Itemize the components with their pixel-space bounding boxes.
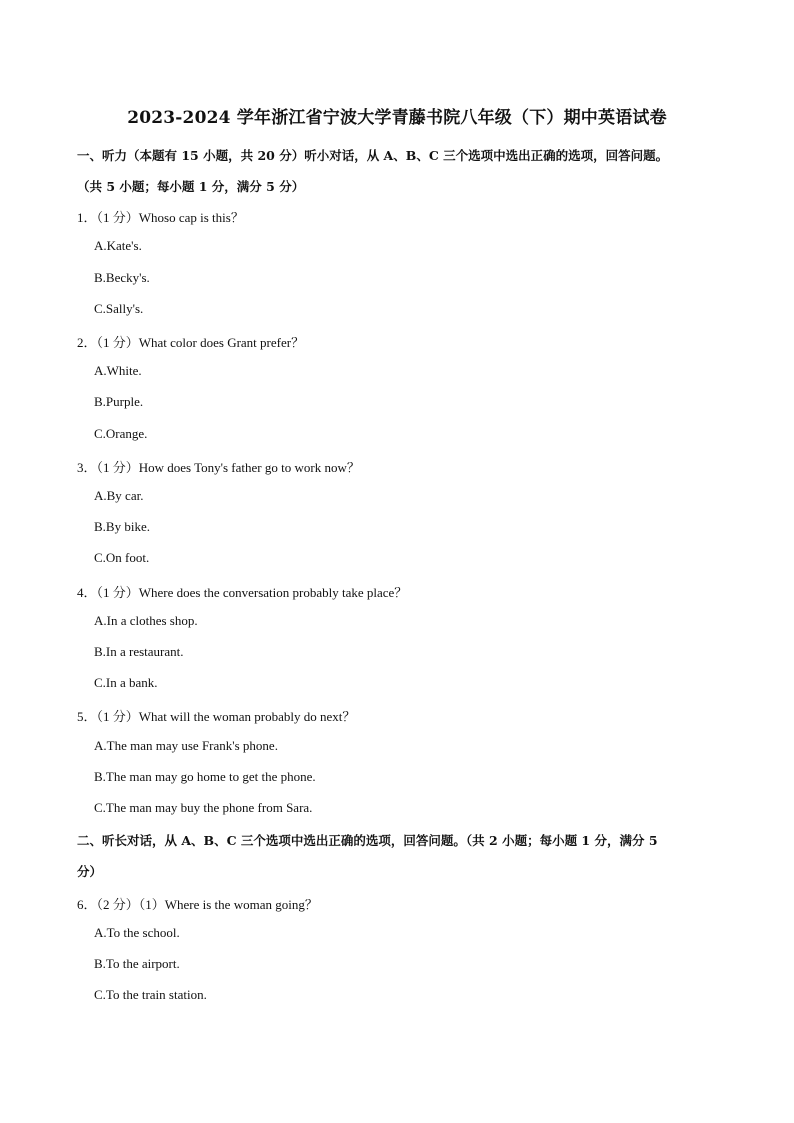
question-2-option-a: A.White. xyxy=(94,363,142,378)
question-6-option-b: B.To the airport. xyxy=(94,956,180,971)
question-4-option-a: A.In a clothes shop. xyxy=(94,613,198,628)
question-2-option-c: C.Orange. xyxy=(94,426,148,441)
question-3-option-c: C.On foot. xyxy=(94,550,150,565)
question-4-option-b: B.In a restaurant. xyxy=(94,644,184,659)
question-5-stem: 5．（1 分）What will the woman probably do next？ xyxy=(77,709,356,724)
question-2-option-b: B.Purple. xyxy=(94,394,144,409)
question-6-option-c: C.To the train station. xyxy=(94,987,207,1002)
question-1-option-b: B.Becky's. xyxy=(94,270,150,285)
section-1-instruction-line-2: （共 5 小题；每小题 1 分，满分 5 分） xyxy=(77,179,305,194)
question-5-option-b: B.The man may go home to get the phone. xyxy=(94,769,316,784)
exam-title: 2023-2024 学年浙江省宁波大学青藤书院八年级（下）期中英语试卷 xyxy=(127,108,667,128)
section-2-instruction-line-2: 分） xyxy=(77,864,103,879)
question-3-stem: 3．（1 分）How does Tony's father go to work now？ xyxy=(77,460,360,475)
question-2-stem: 2．（1 分）What color does Grant prefer？ xyxy=(77,335,305,350)
question-6-stem: 6．（2 分）（1）Where is the woman going？ xyxy=(77,897,318,912)
question-4-stem: 4．（1 分）Where does the conversation probably take place？ xyxy=(77,585,408,600)
section-1-instruction-line-1: 一、听力（本题有 15 小题，共 20 分）听小对话，从 A、B、C 三个选项中选出正确的选项，回答问题。 xyxy=(77,148,669,163)
question-1-stem: 1．（1 分）Whoso cap is this？ xyxy=(77,210,244,225)
question-3-option-a: A.By car. xyxy=(94,488,144,503)
question-4-option-c: C.In a bank. xyxy=(94,675,158,690)
question-3-option-b: B.By bike. xyxy=(94,519,150,534)
question-1-option-a: A.Kate's. xyxy=(94,238,142,253)
section-2-instruction-line-1: 二、听长对话，从 A、B、C 三个选项中选出正确的选项，回答问题。（共 2 小题；每小题 1 分，满分 5 xyxy=(77,833,658,848)
question-5-option-c: C.The man may buy the phone from Sara. xyxy=(94,800,313,815)
question-6-option-a: A.To the school. xyxy=(94,925,180,940)
question-1-option-c: C.Sally's. xyxy=(94,301,144,316)
question-5-option-a: A.The man may use Frank's phone. xyxy=(94,738,278,753)
